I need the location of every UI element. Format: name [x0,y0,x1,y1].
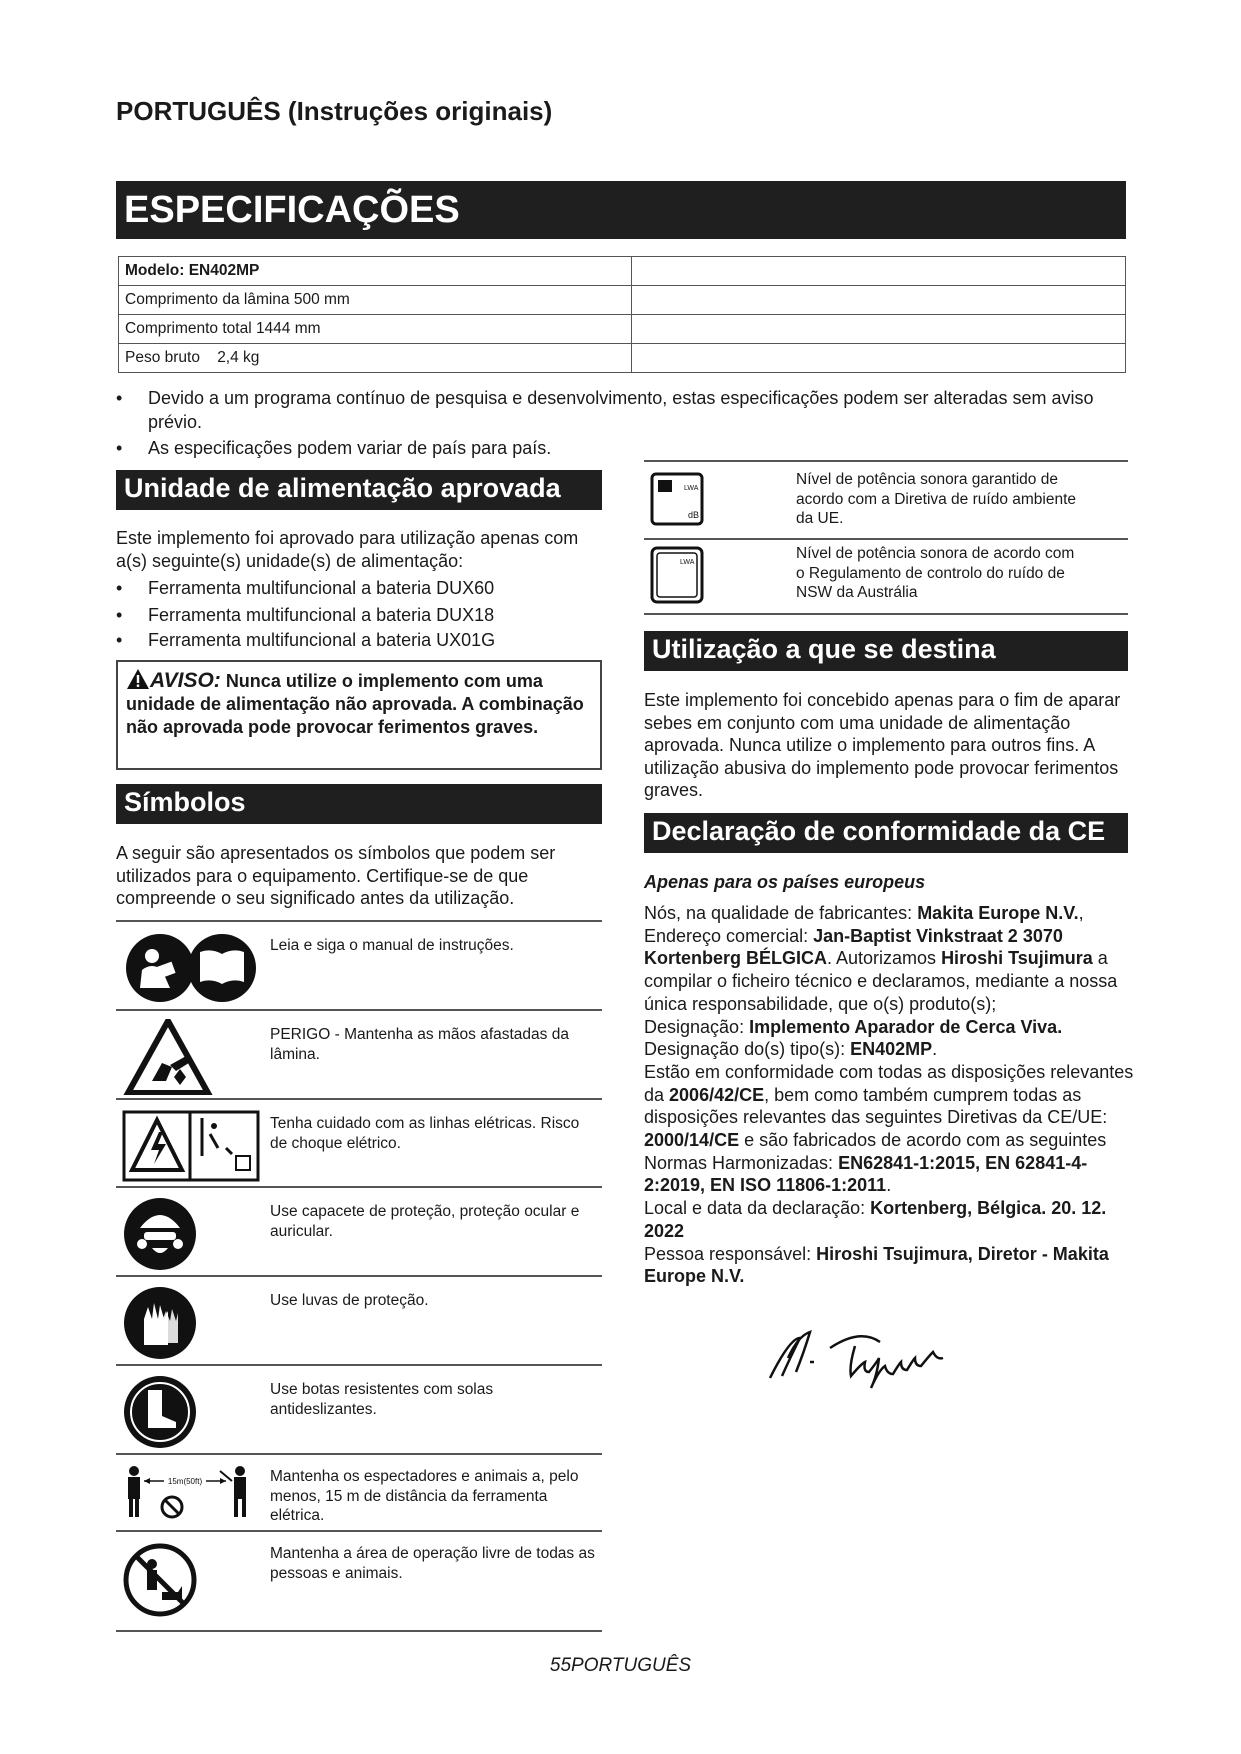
divider [116,1630,602,1632]
bullet: • [116,388,123,408]
text-span: e são fabricados de acordo com as seguintes Normas Harmonizadas: [644,1130,1107,1173]
symbol-description: Use capacete de proteção, proteção ocular e auricular. [270,1203,580,1240]
symbol-row [644,540,1128,614]
type-line: Designação do(s) tipo(s): EN402MP. [644,1039,938,1060]
symbol-description: Mantenha a área de operação livre de todas as pessoas e animais. [270,1545,595,1582]
signature [760,1318,1010,1398]
address: Jan-Baptist Vinkstraat 2 3070 Kortenberg BÉLGICA [644,925,1063,969]
symbol-description: Mantenha os espectadores e animais a, pelo menos, 15 m de distância da ferramenta elétrica. [270,1468,579,1524]
svg-text:dB: dB [688,510,700,520]
table-cell: Peso bruto 2,4 kg [119,344,632,373]
no-people-animals-icon [122,1542,262,1618]
symbol-row [116,1453,602,1530]
helmet-goggles-earmuffs-icon [122,1196,262,1272]
spec-note [116,386,1126,434]
text-span: Designação: [644,1016,750,1037]
warning-triangle-icon [126,668,150,690]
table-row [119,315,1126,344]
symbol-description: Use botas resistentes com solas antideslizantes. [270,1381,494,1418]
designation-line [644,1016,1134,1039]
standards: EN62841-1:2015, EN 62841-4-2:2019, EN ISO 11806-1:2011 [644,1152,1088,1196]
directive: 2006/42/CE [669,1084,765,1105]
list-item [116,628,602,652]
symbol-row [116,1530,602,1631]
place-line [644,1197,1134,1242]
table-cell [632,286,1126,315]
symbol-description: Leia e siga o manual de instruções. [270,937,514,954]
list-item-text: Ferramenta multifuncional a bateria DUX18 [148,605,495,625]
list-item [116,603,602,627]
symbol-row [116,1098,602,1186]
person-line [644,1243,1134,1288]
read-manual-icon [122,930,262,1006]
lwa-guaranteed-icon [650,472,704,526]
declaration-body [644,902,1134,1288]
designation-value: Implemento Aparador de Cerca Viva. [749,1016,1063,1037]
text-span: Estão em conformidade com todas as disposições relevantes da [644,1061,1134,1105]
intended-use-heading: Utilização a que se destina [644,631,1128,671]
symbols-intro: A seguir são apresentados os símbolos que podem ser utilizados para o equipamento. Certifique-se de que compreende o seu significado antes da utilização. [116,843,556,908]
bullet: • [116,630,123,650]
hand-blade-danger-icon [122,1019,262,1095]
bullet: • [116,438,123,458]
type-value: EN402MP [850,1039,933,1060]
symbol-description: Nível de potência sonora de acordo com o Regulamento de controlo do ruído de NSW da Austrália [796,545,1075,601]
symbol-row [116,1364,602,1453]
bullet: • [116,605,123,625]
intended-use-text: Este implemento foi concebido apenas para o fim de aparar sebes em conjunto com uma unidade de alimentação aprovada. Nunca utilize o implemento para outros fins. A utilização abusiva do implemento pode provocar ferimentos graves. [644,690,1121,800]
power-unit-heading: Unidade de alimentação aprovada [116,470,602,510]
spec-note-text: Devido a um programa contínuo de pesquisa e desenvolvimento, estas especificações podem ser alteradas sem aviso prévio. [148,388,1094,432]
text-span: , Endereço comercial: [644,903,1084,946]
table-cell: Comprimento total 1444 mm [119,315,632,344]
text-span: . Autorizamos [827,948,942,969]
spec-note [116,436,1126,460]
table-cell: Modelo: EN402MP [119,257,632,286]
responsible-person: Hiroshi Tsujimura, Diretor - Makita Europe N.V. [644,1243,1109,1287]
text-span: Designação do(s) tipo(s): [644,1039,851,1060]
page-title: PORTUGUÊS (Instruções originais) [116,96,553,126]
list-item-text: Ferramenta multifuncional a bateria UX01G [148,630,496,650]
warning-text: Nunca utilize o implemento com uma unidade de alimentação não aprovada. A combinação não aprovada pode provocar ferimentos graves. [126,671,584,737]
bullet: • [116,578,123,598]
place-date-value: Kortenberg, Bélgica. 20. 12. 2022 [644,1198,1107,1241]
text-span: a compilar o ficheiro técnico e declaramos, mediante a nossa única responsabilidade, que o(s) produto(s); [644,948,1118,1014]
table-cell [632,344,1126,373]
table-row [119,257,1126,286]
table-cell [632,257,1126,286]
divider [644,613,1128,615]
symbol-row [644,462,1128,538]
list-item [116,576,602,600]
distance-label: 15m(50ft) [167,1477,203,1486]
list-item-text: Ferramenta multifuncional a bateria DUX60 [148,578,495,598]
conformity-paragraph: Estão em conformidade com todas as disposições relevantes da 2006/42/CE, bem como também cumprem todas as disposições relevantes das seguintes Diretivas da CE/UE: 2000/14/CE e são fabricados de acordo com as seguintes Normas Harmonizadas: EN62841-1:2015, EN 62841-4-2:2019, EN ISO 11806-1:2011. [644,1061,1134,1196]
symbol-description: Nível de potência sonora garantido de acordo com a Diretiva de ruído ambiente da UE. [796,471,1077,527]
lwa-nsw-icon [650,546,704,604]
table-row [119,286,1126,315]
power-unit-intro: Este implemento foi aprovado para utilização apenas com a(s) seguinte(s) unidade(s) de alimentação: [116,528,579,571]
electric-shock-icon [122,1108,262,1184]
table-row [119,344,1126,373]
declaration-heading: Declaração de conformidade da CE [644,813,1128,853]
authorized-person: Hiroshi Tsujimura [941,948,1093,969]
declaration-subheading: Apenas para os países europeus [644,872,926,892]
warning-box [116,660,602,770]
warning-label: AVISO: [150,669,221,692]
gloves-icon [122,1285,262,1361]
symbol-row [116,1275,602,1364]
specifications-table [118,256,1126,373]
bystander-distance-icon [122,1461,262,1537]
symbol-description: PERIGO - Mantenha as mãos afastadas da lâmina. [270,1026,569,1063]
symbol-row [116,1009,602,1098]
text-span: Local e data da declaração: [644,1198,871,1219]
boots-icon [122,1374,262,1450]
lwa-label: LWA [680,559,695,566]
manufacturer-name: Makita Europe N.V. [917,903,1079,923]
declaration-paragraph [644,902,1134,1016]
symbol-row [116,920,602,1009]
table-cell: Comprimento da lâmina 500 mm [119,286,632,315]
directive: 2000/14/CE [644,1130,740,1151]
text-span: , bem como também cumprem todas as disposições relevantes das seguintes Diretivas da CE/UE: [644,1084,1108,1128]
table-cell [632,315,1126,344]
spec-note-text: As especificações podem variar de país para país. [148,438,552,458]
specifications-heading: ESPECIFICAÇÕES [116,181,1126,239]
symbol-row [116,1186,602,1275]
symbols-heading: Símbolos [116,784,602,824]
lwa-label: LWA [684,485,699,492]
text-span: Nós, na qualidade de fabricantes: [644,903,918,923]
symbol-description: Tenha cuidado com as linhas elétricas. Risco de choque elétrico. [270,1115,580,1152]
symbol-description: Use luvas de proteção. [270,1292,429,1309]
text-span: Pessoa responsável: [644,1243,817,1264]
page-footer: 55PORTUGUÊS [549,1655,692,1676]
